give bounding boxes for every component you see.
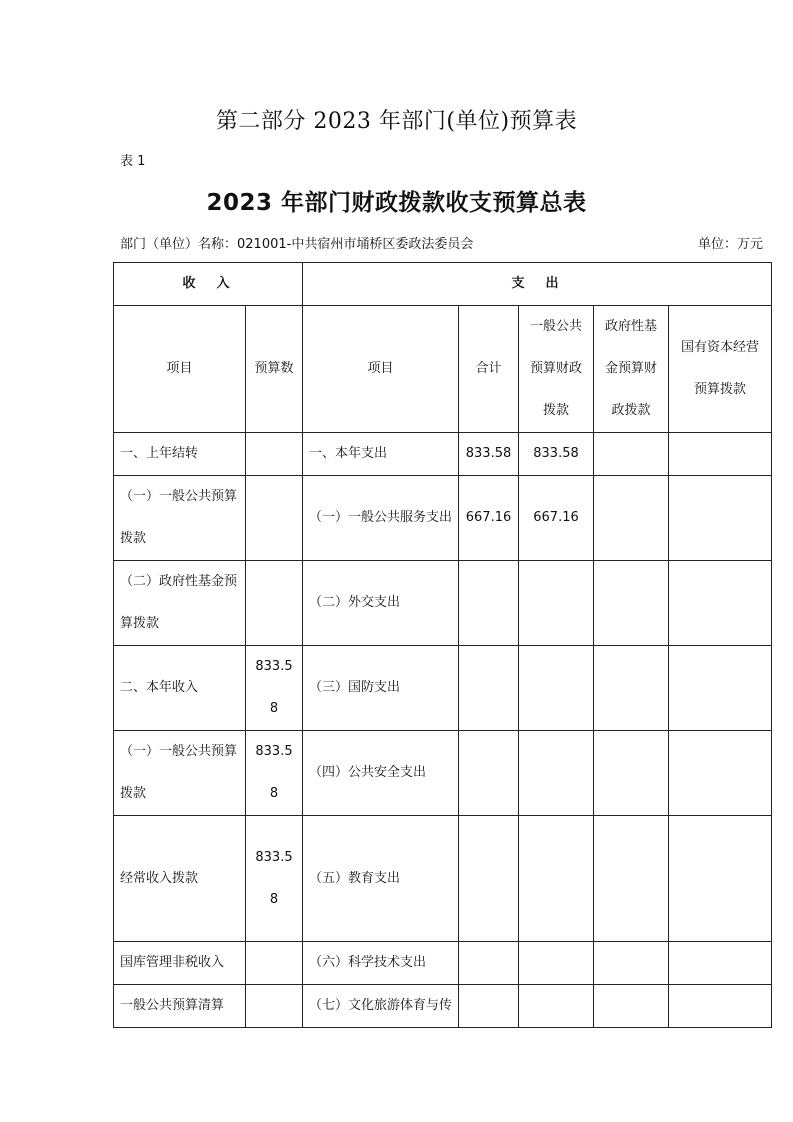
expense-header: 支 出 <box>303 263 772 306</box>
general-budget-cell <box>519 731 594 816</box>
part-title: 第二部分 2023 年部门(单位)预算表 <box>215 109 578 134</box>
income-budget-cell <box>246 942 303 985</box>
total-cell: 833.58 <box>459 433 519 476</box>
state-capital-cell <box>669 731 772 816</box>
col-total: 合计 <box>459 306 519 433</box>
general-budget-cell <box>519 816 594 942</box>
expense-item-cell: （二）外交支出 <box>303 561 459 646</box>
state-capital-cell <box>669 985 772 1028</box>
gov-fund-cell <box>594 942 669 985</box>
income-budget-cell: 833.58 <box>246 816 303 942</box>
total-cell <box>459 816 519 942</box>
income-budget-cell <box>246 433 303 476</box>
gov-fund-cell <box>594 985 669 1028</box>
table-row <box>114 816 772 942</box>
income-item-cell: 一般公共预算清算 <box>114 985 246 1028</box>
income-header: 收 入 <box>114 263 303 306</box>
total-cell <box>459 731 519 816</box>
general-budget-cell <box>519 942 594 985</box>
general-budget-cell: 833.58 <box>519 433 594 476</box>
total-cell <box>459 646 519 731</box>
table-row <box>114 942 772 985</box>
expense-item-cell: （五）教育支出 <box>303 816 459 942</box>
total-cell: 667.16 <box>459 476 519 561</box>
col-income-item: 项目 <box>114 306 246 433</box>
general-budget-cell <box>519 985 594 1028</box>
expense-item-cell: （四）公共安全支出 <box>303 731 459 816</box>
table-row <box>114 731 772 816</box>
gov-fund-cell <box>594 646 669 731</box>
unit-label: 单位：万元 <box>697 237 763 252</box>
col-expense-item: 项目 <box>303 306 459 433</box>
state-capital-cell <box>669 433 772 476</box>
general-budget-cell <box>519 646 594 731</box>
gov-fund-cell <box>594 816 669 942</box>
income-item-cell: 经常收入拨款 <box>114 816 246 942</box>
expense-item-cell: （七）文化旅游体育与传 <box>303 985 459 1028</box>
expense-item-cell: （一）一般公共服务支出 <box>303 476 459 561</box>
expense-item-cell: （六）科学技术支出 <box>303 942 459 985</box>
total-cell <box>459 942 519 985</box>
page-title: 2023 年部门财政拨款收支预算总表 <box>206 190 587 216</box>
total-cell <box>459 561 519 646</box>
income-item-cell: 二、本年收入 <box>114 646 246 731</box>
general-budget-cell: 667.16 <box>519 476 594 561</box>
income-budget-cell <box>246 561 303 646</box>
gov-fund-cell <box>594 476 669 561</box>
table-row <box>114 561 772 646</box>
table-number: 表 1 <box>120 154 146 169</box>
budget-table <box>113 262 772 1028</box>
income-item-cell: 一、上年结转 <box>114 433 246 476</box>
income-budget-cell <box>246 985 303 1028</box>
income-item-cell: 国库管理非税收入 <box>114 942 246 985</box>
gov-fund-cell <box>594 731 669 816</box>
expense-item-cell: 一、本年支出 <box>303 433 459 476</box>
table-row <box>114 476 772 561</box>
income-budget-cell: 833.58 <box>246 646 303 731</box>
state-capital-cell <box>669 646 772 731</box>
income-budget-cell: 833.58 <box>246 731 303 816</box>
gov-fund-cell <box>594 433 669 476</box>
column-header-row <box>114 306 772 433</box>
group-header-row <box>114 263 772 306</box>
state-capital-cell <box>669 476 772 561</box>
department-label: 部门（单位）名称：021001-中共宿州市埇桥区委政法委员会 <box>120 237 474 252</box>
col-general-budget: 一般公共预算财政拨款 <box>519 306 594 433</box>
state-capital-cell <box>669 942 772 985</box>
income-item-cell: （二）政府性基金预算拨款 <box>114 561 246 646</box>
table-row <box>114 985 772 1028</box>
state-capital-cell <box>669 816 772 942</box>
table-row <box>114 646 772 731</box>
income-budget-cell <box>246 476 303 561</box>
income-item-cell: （一）一般公共预算拨款 <box>114 476 246 561</box>
col-income-budget: 预算数 <box>246 306 303 433</box>
table-row <box>114 433 772 476</box>
total-cell <box>459 985 519 1028</box>
col-state-capital: 国有资本经营预算拨款 <box>669 306 772 433</box>
state-capital-cell <box>669 561 772 646</box>
income-item-cell: （一）一般公共预算拨款 <box>114 731 246 816</box>
general-budget-cell <box>519 561 594 646</box>
expense-item-cell: （三）国防支出 <box>303 646 459 731</box>
gov-fund-cell <box>594 561 669 646</box>
col-gov-fund: 政府性基金预算财政拨款 <box>594 306 669 433</box>
